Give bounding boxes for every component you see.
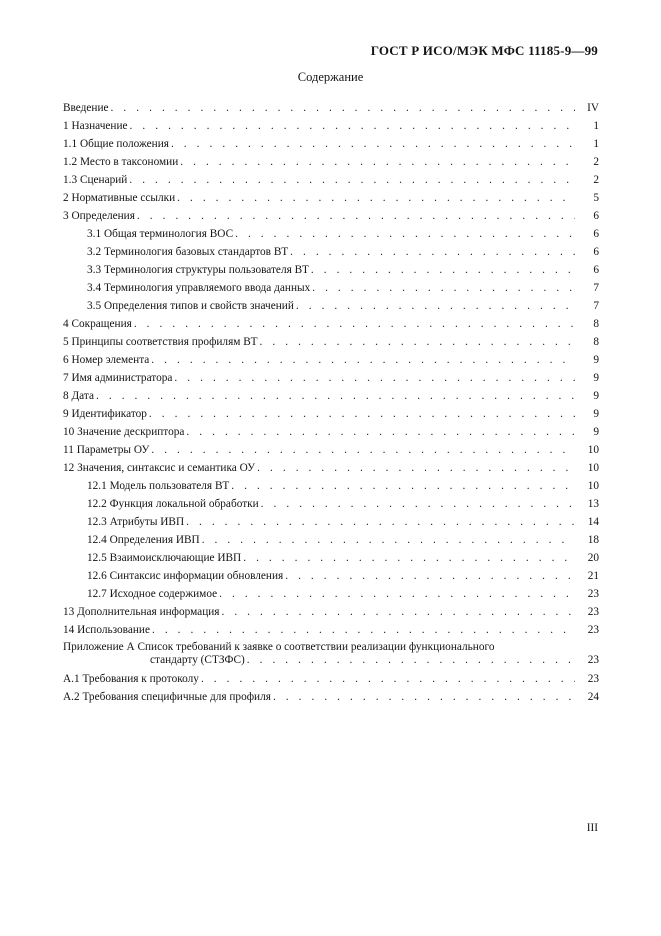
toc-entry-label: 4 Сокращения: [63, 318, 132, 330]
toc-leader-dots: [312, 279, 575, 297]
toc-entry-label: А.2 Требования специфичные для профиля: [63, 691, 271, 703]
page-title: Содержание: [297, 70, 364, 84]
toc-leader-dots: [152, 621, 575, 639]
toc-entry: [63, 531, 599, 549]
toc-leader-dots: [186, 423, 575, 441]
toc-entry-label: 12.2 Функция локальной обработки: [87, 498, 259, 510]
toc-entry: [63, 549, 599, 567]
toc-entry: [63, 670, 599, 688]
toc-entry-label: 6 Номер элемента: [63, 354, 150, 366]
toc-leader-dots: [285, 567, 575, 585]
toc-entry-page: IV: [587, 102, 599, 114]
toc-entry-page: 18: [587, 534, 599, 546]
toc-leader-dots: [151, 441, 575, 459]
toc-entry-annex: [63, 639, 599, 670]
toc-entry-label: 12 Значения, синтаксис и семантика ОУ: [63, 462, 256, 474]
toc-leader-dots: [137, 207, 575, 225]
toc-entry: [63, 477, 599, 495]
toc-entry: [63, 315, 599, 333]
toc-entry: [63, 513, 599, 531]
toc-entry-page: 6: [593, 264, 599, 276]
toc-entry-label: 3.3 Терминология структуры пользователя ВТ: [87, 264, 309, 276]
toc-entry-label: 3.1 Общая терминология ВОС: [87, 228, 234, 240]
toc-leader-dots: [221, 603, 575, 621]
toc-entry-page: 8: [593, 336, 599, 348]
toc-entry-label: 14 Использование: [63, 624, 150, 636]
toc-leader-dots: [130, 117, 575, 135]
toc-entry: [63, 261, 599, 279]
toc-leader-dots: [296, 297, 575, 315]
toc-leader-dots: [201, 670, 575, 688]
toc-entry: [63, 585, 599, 603]
standard-header: ГОСТ Р ИСО/МЭК МФС 11185-9—99: [370, 43, 598, 58]
toc-entry-label: 1.1 Общие положения: [63, 138, 169, 150]
toc-entry-label: 13 Дополнительная информация: [63, 606, 220, 618]
toc-entry: [63, 153, 599, 171]
toc-leader-dots: [261, 495, 575, 513]
toc-entry-page: 9: [593, 372, 599, 384]
toc-entry-page: 2: [593, 156, 599, 168]
toc-entry-label: 7 Имя администратора: [63, 372, 173, 384]
toc-entry-page: 6: [593, 228, 599, 240]
toc-entry-page: 23: [587, 673, 599, 685]
toc-leader-dots: [260, 333, 575, 351]
toc-entry: [63, 243, 599, 261]
toc-leader-dots: [202, 531, 575, 549]
toc-entry-label: 1 Назначение: [63, 120, 128, 132]
toc-leader-dots: [186, 513, 575, 531]
toc-entry-label: А.1 Требования к протоколу: [63, 673, 199, 685]
toc-leader-dots: [247, 654, 575, 667]
toc-entry: [63, 135, 599, 153]
toc-entry-label: 10 Значение дескриптора: [63, 426, 185, 438]
toc-entry: [63, 333, 599, 351]
toc-entry-label: 12.3 Атрибуты ИВП: [87, 516, 185, 528]
toc-entry: [63, 387, 599, 405]
toc-entry: [63, 207, 599, 225]
toc-entry-page: 10: [587, 462, 599, 474]
toc-entry-page: 7: [593, 282, 599, 294]
toc-entry-page: 9: [593, 426, 599, 438]
toc-entry-label: 5 Принципы соответствия профилям ВТ: [63, 336, 258, 348]
toc-entry-page: 9: [593, 354, 599, 366]
toc-entry-label: Введение: [63, 102, 109, 114]
toc-entry: [63, 351, 599, 369]
annex-title-line1: Приложение А Список требований к заявке о соответствии реализации функционального: [63, 641, 495, 653]
toc-entry-label: 3.5 Определения типов и свойств значений: [87, 300, 294, 312]
toc-entry-page: 23: [587, 654, 599, 666]
toc-entry-page: 23: [587, 606, 599, 618]
toc-entry-page: 13: [587, 498, 599, 510]
toc-leader-dots: [96, 387, 575, 405]
toc-entry-page: 6: [593, 210, 599, 222]
toc-leader-dots: [151, 351, 575, 369]
toc-entry: [63, 117, 599, 135]
toc-entry-label: 1.3 Сценарий: [63, 174, 128, 186]
toc-entry-page: 1: [593, 138, 599, 150]
toc-entry-label: 9 Идентификатор: [63, 408, 147, 420]
toc-entry-page: 10: [587, 444, 599, 456]
toc-leader-dots: [243, 549, 575, 567]
toc-entry-page: 1: [593, 120, 599, 132]
toc-entry: [63, 189, 599, 207]
toc-entry-page: 9: [593, 390, 599, 402]
toc-leader-dots: [290, 243, 575, 261]
page-number: III: [586, 822, 598, 834]
toc-leader-dots: [149, 405, 575, 423]
toc-entry-label: 12.1 Модель пользователя ВТ: [87, 480, 230, 492]
toc-leader-dots: [311, 261, 575, 279]
toc-entry-page: 7: [593, 300, 599, 312]
toc-entry: [63, 495, 599, 513]
toc-leader-dots: [273, 688, 575, 706]
toc-entry-page: 2: [593, 174, 599, 186]
toc-entry: [63, 297, 599, 315]
toc-entry-label: 8 Дата: [63, 390, 94, 402]
toc-entry: [63, 369, 599, 387]
toc-entry-page: 8: [593, 318, 599, 330]
toc-entry-page: 6: [593, 246, 599, 258]
toc-leader-dots: [111, 99, 575, 117]
toc-entry-page: 21: [587, 570, 599, 582]
toc-entry-label: 12.7 Исходное содержимое: [87, 588, 218, 600]
toc-entry: [63, 567, 599, 585]
toc-leader-dots: [177, 189, 575, 207]
toc-leader-dots: [235, 225, 575, 243]
toc-entry-label: 1.2 Место в таксономии: [63, 156, 179, 168]
toc-leader-dots: [129, 171, 575, 189]
toc-entry-page: 24: [587, 691, 599, 703]
toc-entry: [63, 99, 599, 117]
toc-entry: [63, 171, 599, 189]
toc-leader-dots: [174, 369, 575, 387]
toc-entry: [63, 279, 599, 297]
toc-entry: [63, 225, 599, 243]
table-of-contents: [63, 99, 599, 706]
toc-entry: [63, 603, 599, 621]
toc-leader-dots: [134, 315, 575, 333]
annex-title-line2: стандарту (СТЗФС): [150, 654, 245, 666]
toc-entry-label: 3.2 Терминология базовых стандартов ВТ: [87, 246, 289, 258]
toc-entry-label: 12.5 Взаимоисключающие ИВП: [87, 552, 242, 564]
toc-entry-page: 14: [587, 516, 599, 528]
toc-entry-page: 23: [587, 588, 599, 600]
toc-entry-label: 2 Нормативные ссылки: [63, 192, 176, 204]
toc-entry-label: 3 Определения: [63, 210, 135, 222]
toc-leader-dots: [171, 135, 575, 153]
toc-entry-label: 11 Параметры ОУ: [63, 444, 150, 456]
toc-leader-dots: [219, 585, 575, 603]
toc-entry: [63, 405, 599, 423]
toc-entry-page: 5: [593, 192, 599, 204]
toc-entry-page: 20: [587, 552, 599, 564]
toc-entry-label: 12.6 Синтаксис информации обновления: [87, 570, 284, 582]
toc-entry-label: 3.4 Терминология управляемого ввода данных: [87, 282, 311, 294]
toc-leader-dots: [257, 459, 575, 477]
toc-entry-page: 23: [587, 624, 599, 636]
toc-leader-dots: [231, 477, 575, 495]
toc-entry: [63, 459, 599, 477]
toc-entry: [63, 441, 599, 459]
toc-entry-label: 12.4 Определения ИВП: [87, 534, 200, 546]
toc-entry-page: 9: [593, 408, 599, 420]
toc-entry: [63, 621, 599, 639]
toc-leader-dots: [180, 153, 575, 171]
toc-entry: [63, 688, 599, 706]
toc-entry: [63, 423, 599, 441]
toc-entry-page: 10: [587, 480, 599, 492]
